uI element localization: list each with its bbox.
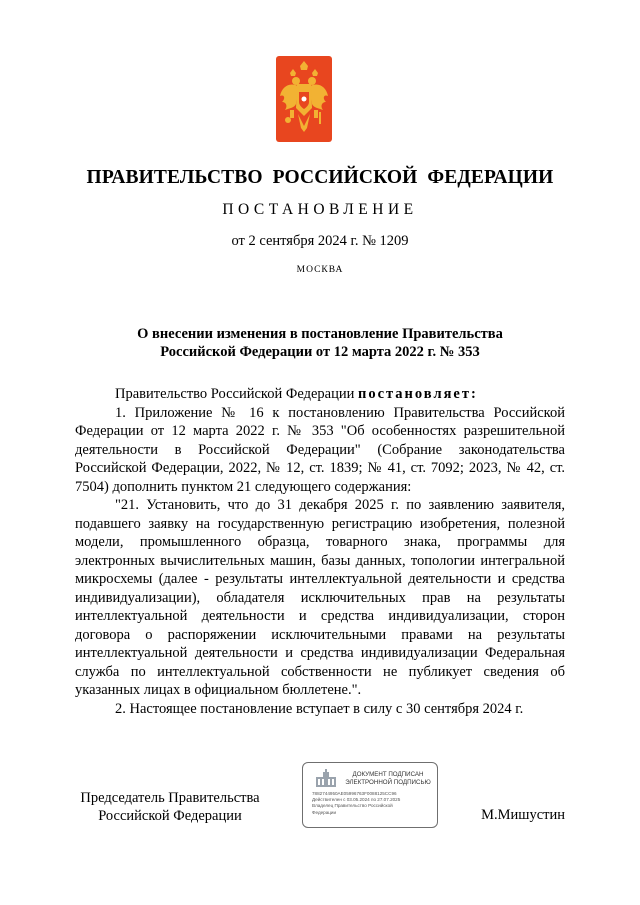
paragraph-3: 2. Настоящее постановление вступает в силу с 30 сентября 2024 г. <box>115 700 524 717</box>
coat-of-arms-emblem <box>276 56 332 142</box>
decree-body <box>75 385 565 718</box>
validity-period: Действителен с 03.05.2024 по 27.07.2025 <box>312 797 401 803</box>
subject-line-2: Российской Федерации от 12 марта 2022 г. № 353 <box>160 344 480 360</box>
stamp-title-line-1: ДОКУМЕНТ ПОДПИСАН <box>352 771 424 778</box>
position-line-2: Российской Федерации <box>98 808 242 824</box>
electronic-signature-stamp <box>302 762 438 828</box>
stamp-title-line-2: ЭЛЕКТРОННОЙ ПОДПИСЬЮ <box>345 778 431 786</box>
position-line-1: Председатель Правительства <box>80 790 260 806</box>
stamp-title <box>341 771 435 786</box>
double-headed-eagle-icon <box>276 56 332 142</box>
city: МОСКВА <box>296 265 344 275</box>
paragraph-2: "21. Установить, что до 31 декабря 2025 г. по заявлению заявителя, подавшего заявку на государственную регистрацию изобретения, полезной модели, промышленного образца, товарного знака, программы для электронных вычислительных машин, базы данных, топологии интегральной микросхемы (далее - результаты интеллектуальной деятельности и средства индивидуализации), обладателя исключительных прав на результаты интеллектуальной деятельности и средства индивидуализации, сторон договора о распоряжении исключительными правами на результаты интеллектуальной деятельности и средства индивидуализации Федеральная служба по интеллектуальной собственности не публикует сведения об указанных лицах в официальном бюллетене.". <box>75 497 565 698</box>
paragraph-1: 1. Приложение № 16 к постановлению Правительства Российской Федерации от 12 марта 2022 г. № 353 "Об особенностях разрешительной деятельности в Российской Федерации" (Собрание законодательства Российской Федерации, 2022, № 12, ст. 1839; № 41, ст. 7092; 2023, № 42, ст. 7504) дополнить пунктом 21 следующего содержания: <box>75 404 565 495</box>
government-title: ПРАВИТЕЛЬСТВО РОССИЙСКОЙ ФЕДЕРАЦИИ <box>86 167 554 188</box>
intro-paragraph <box>75 385 565 404</box>
decree-subject <box>0 325 640 361</box>
resolves-word: постановляет: <box>357 386 478 402</box>
stamp-details <box>312 791 436 816</box>
intro-text: Правительство Российской Федерации <box>115 386 358 402</box>
certificate-number: 7882744950AE05996763F0088125CC96 <box>312 791 397 796</box>
owner-line-2: Федерации <box>312 809 337 815</box>
signatory-position <box>75 789 265 825</box>
document-type: ПОСТАНОВЛЕНИЕ <box>222 201 418 218</box>
date-and-number: от 2 сентября 2024 г. № 1209 <box>231 233 409 249</box>
owner-line-1: Владелец Правительство Российской <box>312 803 393 809</box>
signer-name: М.Мишустин <box>481 807 565 823</box>
government-building-icon <box>314 769 338 789</box>
subject-line-1: О внесении изменения в постановление Правительства <box>137 326 503 342</box>
